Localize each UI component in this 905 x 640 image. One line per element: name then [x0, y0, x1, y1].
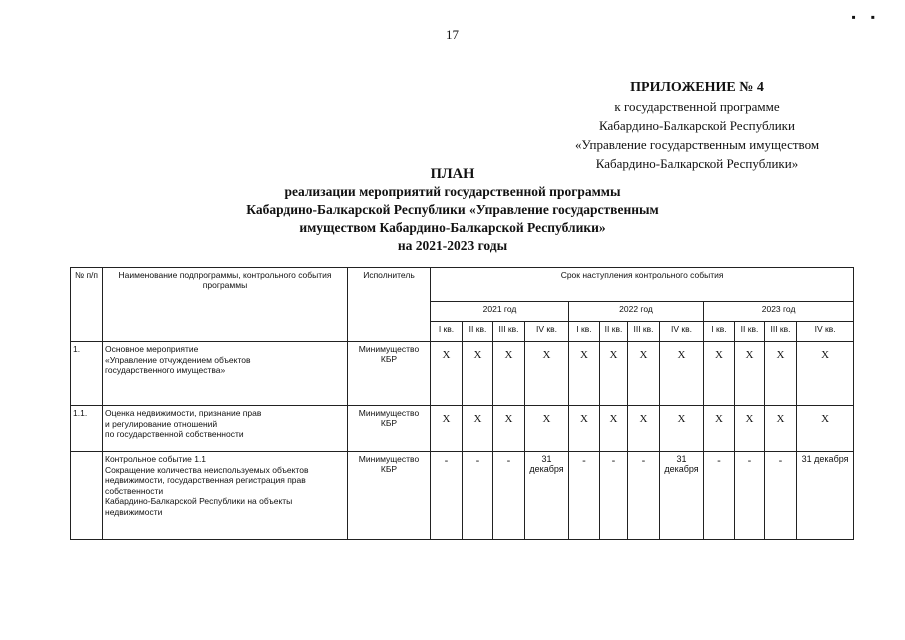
header-year: 2022 год — [569, 302, 704, 322]
row-cell: - — [765, 452, 797, 540]
table-row — [71, 452, 854, 540]
row-cell: X — [660, 406, 704, 452]
row-name-line: и регулирование отношений — [105, 418, 218, 429]
row-cell: - — [493, 452, 525, 540]
page-number: 17 — [446, 27, 459, 42]
header-quarter: II кв. — [600, 322, 628, 342]
title-line: реализации мероприятий государственной программы — [284, 184, 621, 199]
row-name-line: Основное мероприятие — [105, 344, 199, 354]
row-cell: X — [493, 342, 525, 406]
header-quarter: I кв. — [704, 322, 735, 342]
row-cell: X — [431, 406, 463, 452]
row-name-line: Кабардино-Балкарской Республики на объекты — [105, 496, 293, 506]
row-name — [103, 452, 348, 540]
row-cell: X — [628, 406, 660, 452]
row-cell: X — [569, 406, 600, 452]
plan-table — [70, 267, 854, 540]
title-line: на 2021-2023 годы — [397, 238, 508, 253]
row-cell: X — [735, 342, 765, 406]
appendix-heading: ПРИЛОЖЕНИЕ № 4 — [630, 80, 764, 95]
appendix-block — [537, 78, 857, 173]
header-quarter: IV кв. — [797, 322, 854, 342]
header-quarter: I кв. — [569, 322, 600, 342]
row-number — [71, 452, 103, 540]
row-cell: 31 декабря — [525, 452, 569, 540]
header-quarter: IV кв. — [660, 322, 704, 342]
row-cell: - — [628, 452, 660, 540]
appendix-line: Кабардино-Балкарской Республики» — [595, 156, 799, 171]
row-name-line: собственности — [105, 485, 164, 496]
row-cell: X — [797, 406, 854, 452]
row-cell: 31 декабря — [797, 452, 854, 540]
row-executor: Минимущество КБР — [348, 406, 431, 452]
table-row — [71, 406, 854, 452]
row-cell: - — [463, 452, 493, 540]
row-executor: Минимущество КБР — [348, 452, 431, 540]
row-cell: - — [431, 452, 463, 540]
row-cell: X — [525, 342, 569, 406]
row-cell: - — [600, 452, 628, 540]
row-cell: - — [735, 452, 765, 540]
document-title — [0, 165, 905, 255]
row-cell: X — [628, 342, 660, 406]
appendix-line: Кабардино-Балкарской Республики — [599, 118, 795, 133]
row-cell: X — [600, 406, 628, 452]
row-cell: X — [765, 406, 797, 452]
row-name — [103, 342, 348, 406]
title-line: Кабардино-Балкарской Республики «Управление государственным — [246, 202, 659, 217]
title-line: имуществом Кабардино-Балкарской Республики» — [299, 220, 606, 235]
row-name-line: государственного имущества» — [105, 365, 226, 375]
row-cell: X — [463, 406, 493, 452]
row-cell: X — [431, 342, 463, 406]
row-name-line: «Управление отчуждением объектов — [105, 354, 251, 365]
row-cell: X — [797, 342, 854, 406]
row-cell: X — [704, 342, 735, 406]
scan-marks: ▪ ▪ — [851, 10, 875, 24]
row-name — [103, 406, 348, 452]
header-quarter: III кв. — [765, 322, 797, 342]
header-quarter: II кв. — [735, 322, 765, 342]
row-cell: X — [463, 342, 493, 406]
table-row — [71, 342, 854, 406]
row-cell: X — [600, 342, 628, 406]
row-number: 1.1. — [71, 406, 103, 452]
row-name-line: по государственной собственности — [105, 429, 244, 439]
row-name-line: Сокращение количества неиспользуемых объектов — [105, 464, 309, 475]
row-cell: X — [735, 406, 765, 452]
row-cell: X — [525, 406, 569, 452]
header-year: 2023 год — [704, 302, 854, 322]
row-cell: X — [493, 406, 525, 452]
row-cell: 31 декабря — [660, 452, 704, 540]
header-number: № п/п — [71, 268, 103, 342]
row-name-line: Контрольное событие 1.1 — [105, 454, 207, 464]
row-cell: X — [765, 342, 797, 406]
row-cell: X — [569, 342, 600, 406]
row-name-line: Оценка недвижимости, признание прав — [105, 408, 262, 418]
row-cell: - — [569, 452, 600, 540]
row-name-line: недвижимости — [105, 506, 163, 517]
header-name: Наименование подпрограммы, контрольного события программы — [103, 268, 348, 342]
row-cell: X — [704, 406, 735, 452]
header-executor: Исполнитель — [348, 268, 431, 342]
header-quarter: III кв. — [493, 322, 525, 342]
appendix-line: к государственной программе — [614, 99, 780, 114]
row-executor: Минимущество КБР — [348, 342, 431, 406]
header-term: Срок наступления контрольного события — [431, 268, 854, 302]
row-cell: - — [704, 452, 735, 540]
header-quarter: III кв. — [628, 322, 660, 342]
row-number: 1. — [71, 342, 103, 406]
appendix-line: «Управление государственным имуществом — [574, 137, 820, 152]
title-line: ПЛАН — [430, 166, 475, 182]
header-quarter: IV кв. — [525, 322, 569, 342]
row-cell: X — [660, 342, 704, 406]
row-name-line: недвижимости, государственная регистрация прав — [105, 475, 306, 485]
header-quarter: I кв. — [431, 322, 463, 342]
header-quarter: II кв. — [463, 322, 493, 342]
header-year: 2021 год — [431, 302, 569, 322]
